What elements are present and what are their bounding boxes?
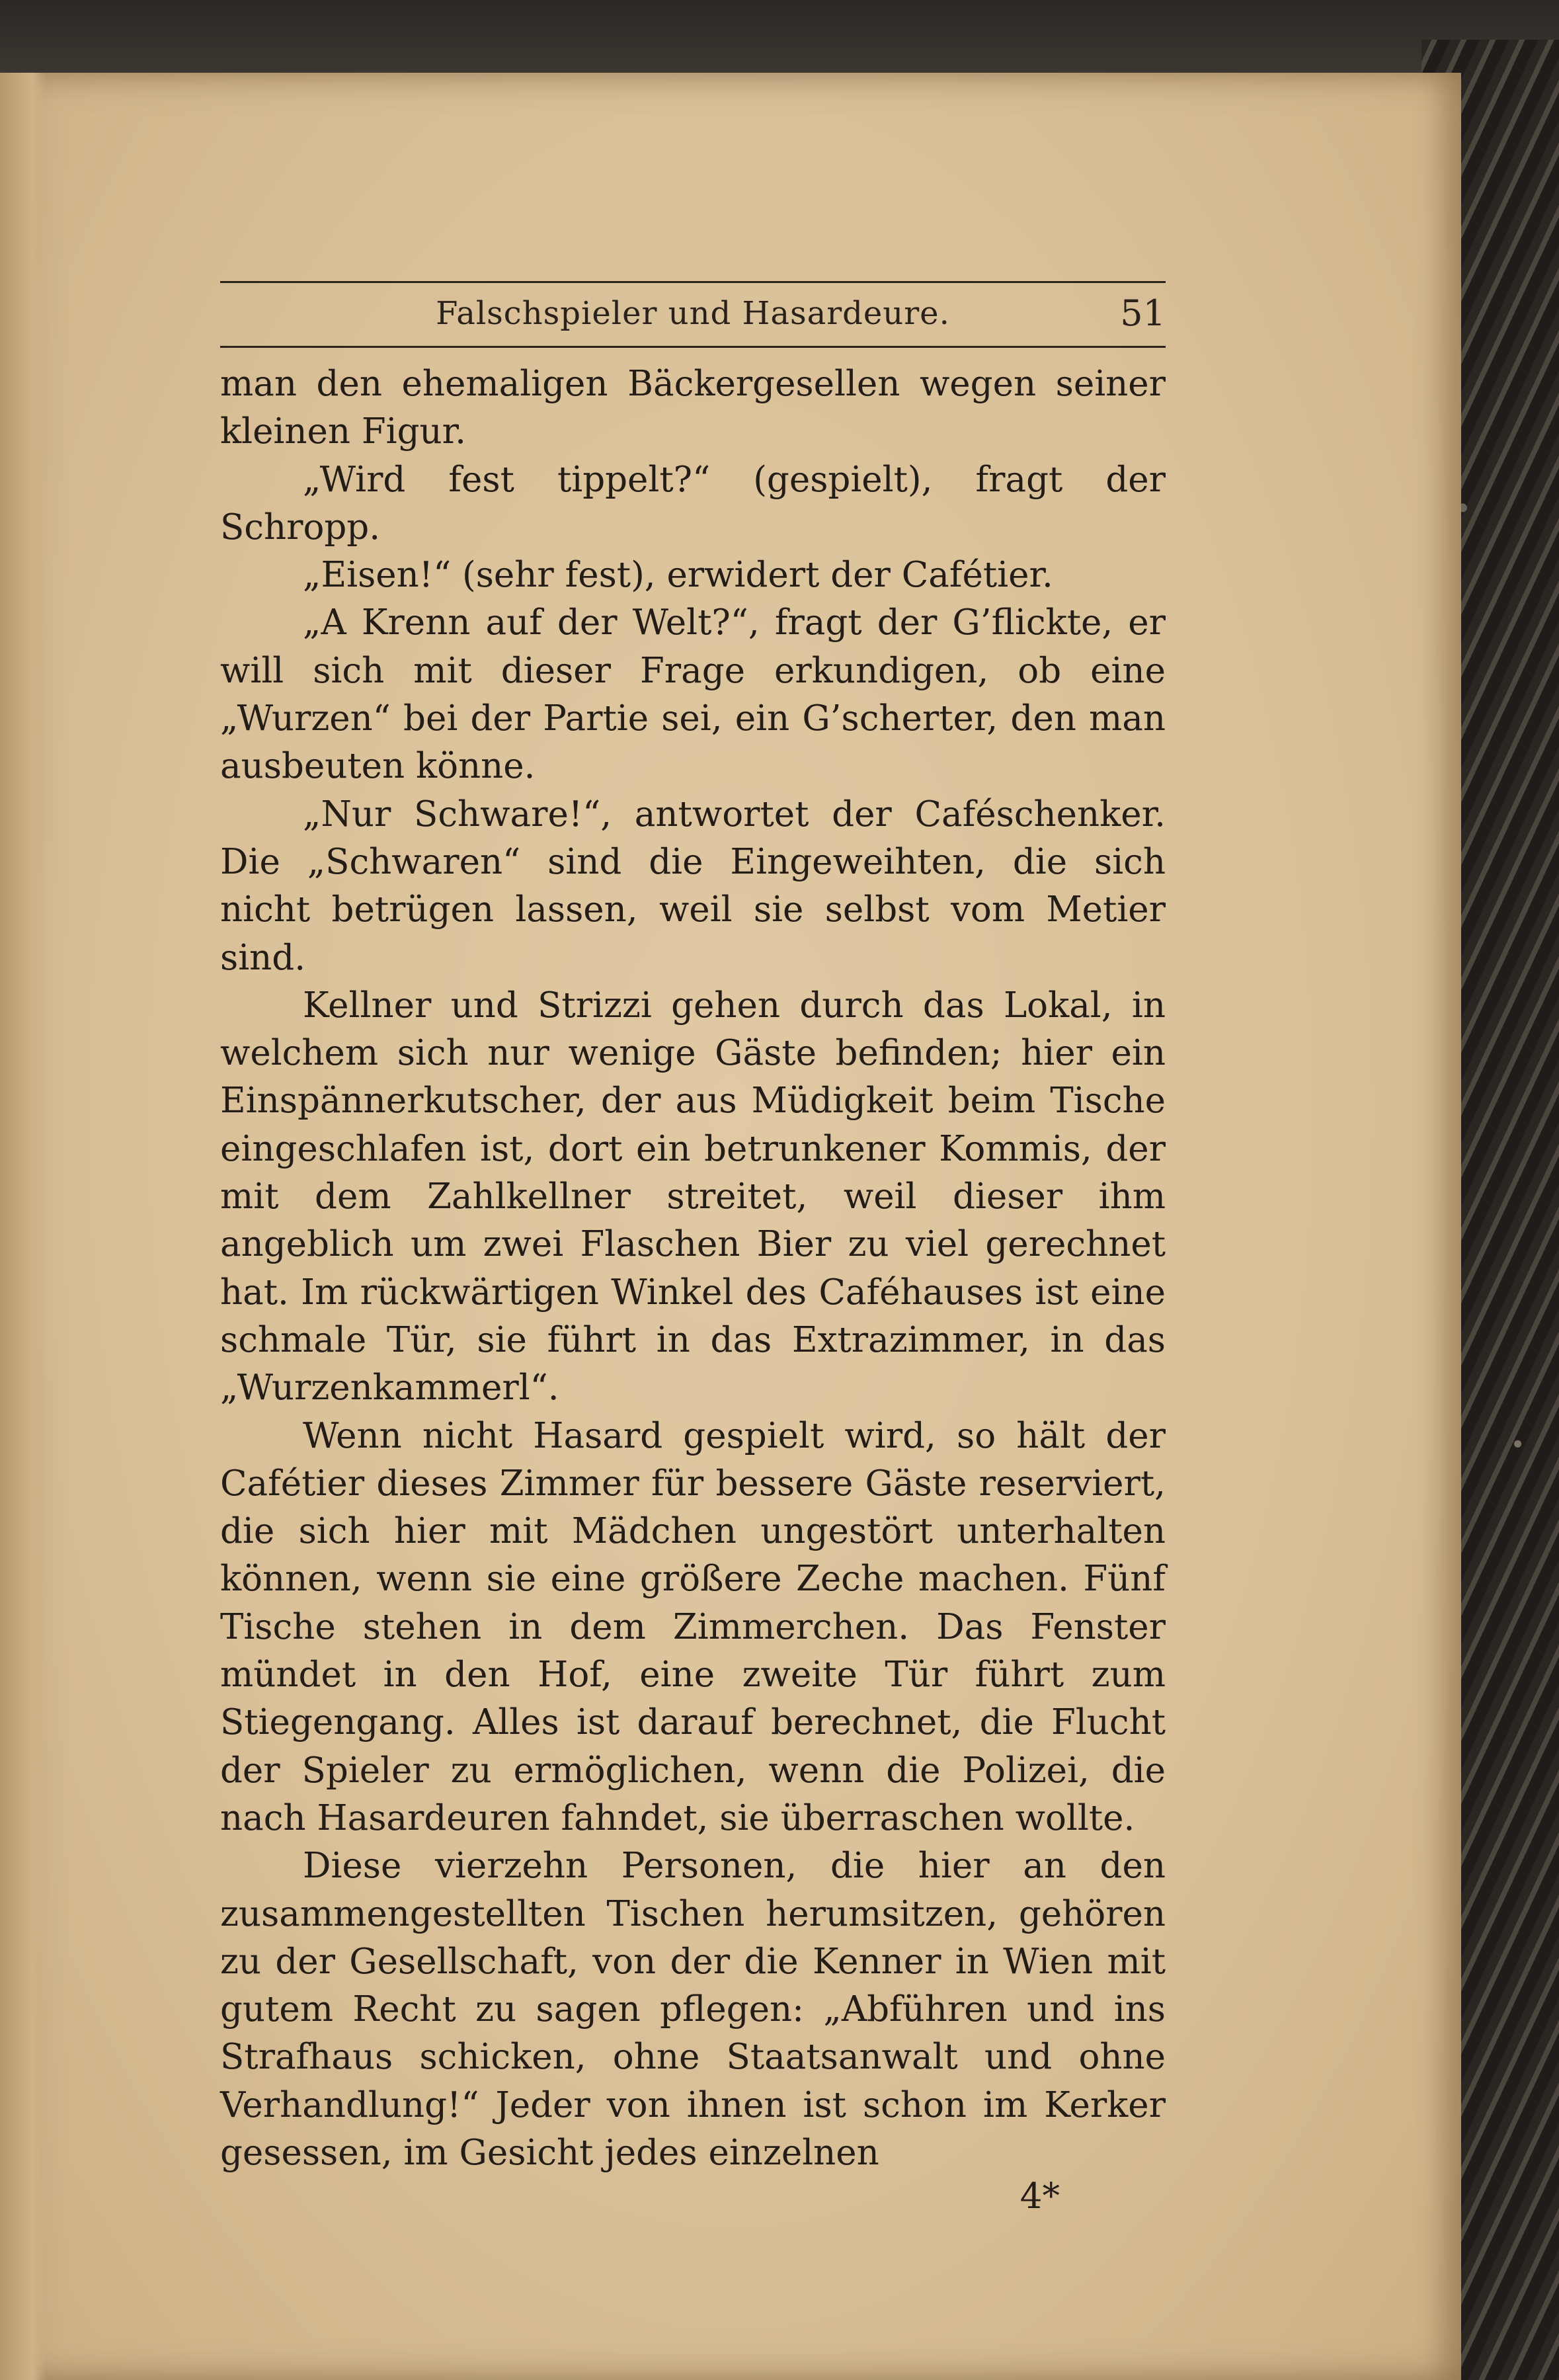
paragraph-4: „A Krenn auf der Welt?“, fragt der G’flickte, er will sich mit dieser Frage erkundigen, ob eine „Wurzen“ bei der Partie sei, ein G’scherter, den man ausbeuten könne. — [220, 602, 1166, 787]
paragraph-7: Wenn nicht Hasard gespielt wird, so hält der Cafétier dieses Zimmer für bessere Gäste reserviert, die sich hier mit Mädchen ungestört unterhalten können, wenn sie eine größere Zeche machen. Fünf Tische stehen in dem Zimmerchen. Das Fenster mündet in den Hof, eine zweite Tür führt zum Stiegengang. Alles ist darauf berechnet, die Flucht der Spieler zu ermöglichen, wenn die Polizei, die nach Hasardeuren fahndet, sie überraschen wollte. — [220, 1415, 1166, 1838]
signature-mark: 4* — [1019, 2176, 1060, 2217]
page-number: 51 — [1120, 292, 1166, 334]
page-gutter — [0, 73, 46, 2380]
paragraph-6: Kellner und Strizzi gehen durch das Lokal, in welchem sich nur wenige Gäste befinden; hier ein Einspännerkutscher, der aus Müdigkeit beim Tische eingeschlafen ist, dort ein betrunkener Kommis, der mit dem Zahlkellner streitet, weil dieser ihm angeblich um zwei Flaschen Bier zu viel gerechnet hat. Im rückwärtigen Winkel des Caféhauses ist eine schmale Tür, sie führt in das Extrazimmer, in das „Wurzenkammerl“. — [220, 985, 1166, 1409]
running-title: Falschspieler und Hasardeure. — [436, 295, 950, 332]
page-header — [220, 281, 1166, 348]
paragraph-2: „Wird fest tippelt?“ (gespielt), fragt der Schropp. — [220, 459, 1166, 548]
paragraph-8: Diese vierzehn Personen, die hier an den zusammengestellten Tischen herumsitzen, gehören zu der Gesellschaft, von der die Kenner in Wien mit gutem Recht zu sagen pflegen: „Abführen und ins Strafhaus schicken, ohne Staatsanwalt und ohne Verhandlung!“ Jeder von ihnen ist schon im Kerker gesessen, im Gesicht jedes einzelnen — [220, 1846, 1166, 2173]
paragraph-1: man den ehemaligen Bäckergesellen wegen seiner kleinen Figur. — [220, 364, 1166, 452]
paragraph-5: „Nur Schware!“, antwortet der Caféschenker. Die „Schwaren“ sind die Eingeweihten, die sich nicht betrügen lassen, weil sie selbst vom Metier sind. — [220, 794, 1166, 978]
body-text — [220, 360, 1166, 2217]
paragraph-3: „Eisen!“ (sehr fest), erwidert der Cafétier. — [303, 555, 1053, 596]
